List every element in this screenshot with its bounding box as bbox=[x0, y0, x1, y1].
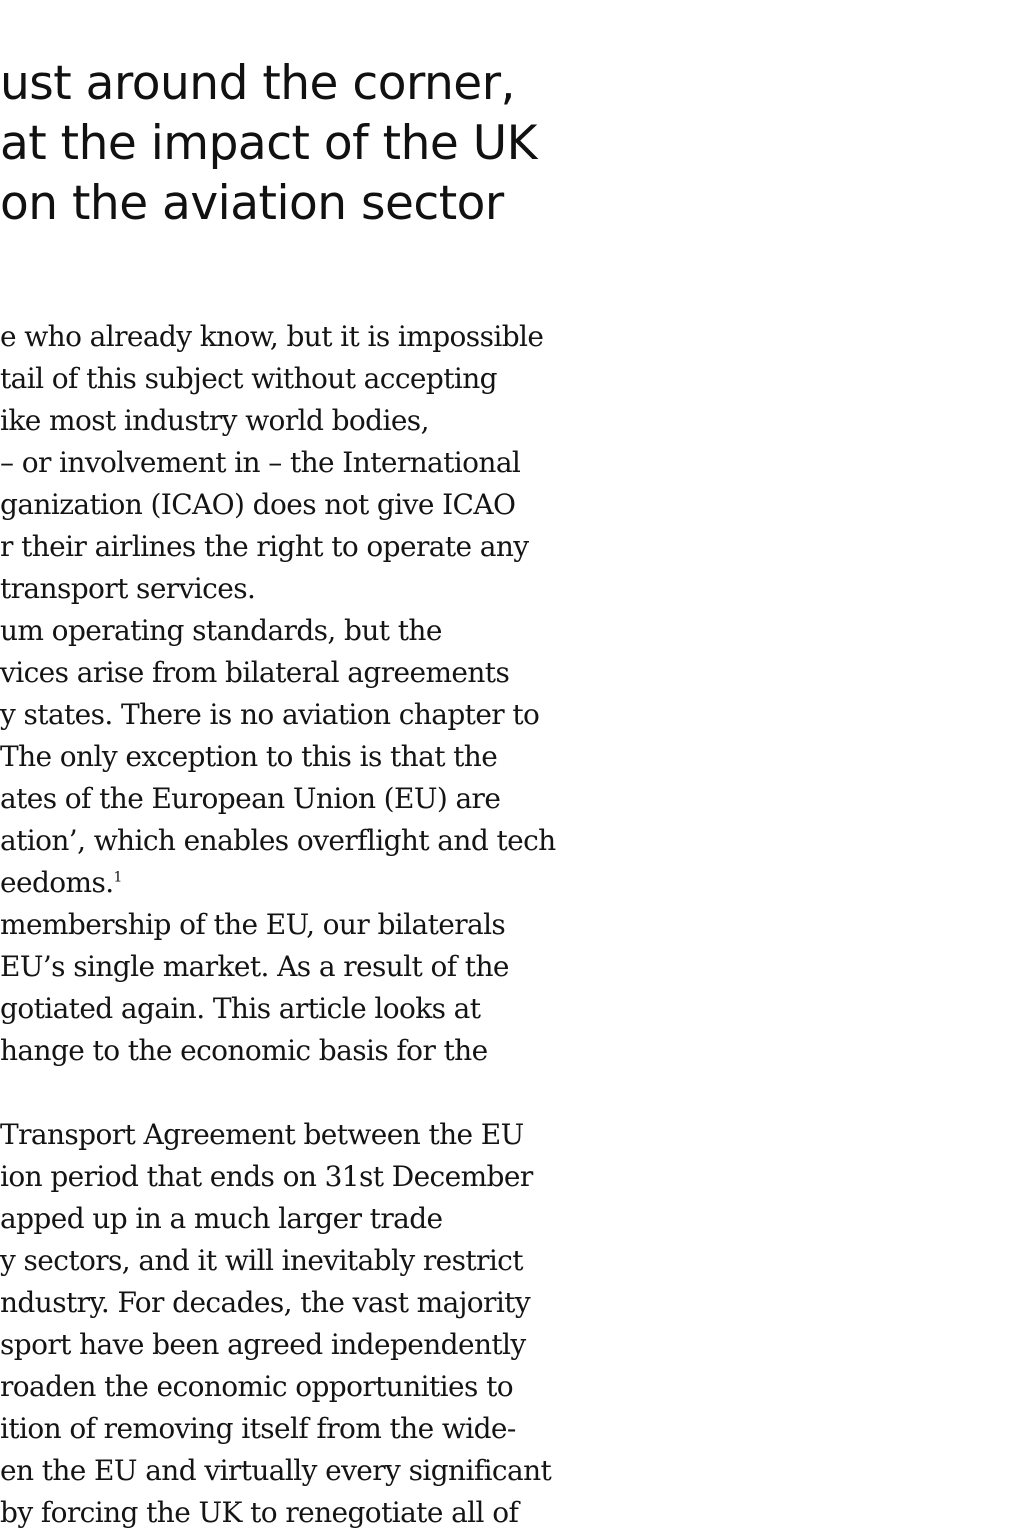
body-line: Transport Agreement between the EU bbox=[0, 1118, 524, 1151]
body-line: ition of removing itself from the wide- bbox=[0, 1412, 516, 1445]
footnote-marker[interactable]: 1 bbox=[113, 869, 122, 886]
body-line: sport have been agreed independently bbox=[0, 1328, 526, 1361]
body-line: r their airlines the right to operate any bbox=[0, 530, 529, 563]
body-line: The only exception to this is that the bbox=[0, 740, 498, 773]
body-line: y sectors, and it will inevitably restrict bbox=[0, 1244, 523, 1277]
body-line: ganization (ICAO) does not give ICAO bbox=[0, 488, 516, 521]
body-line: e who already know, but it is impossible bbox=[0, 320, 544, 353]
body-line: – or involvement in – the International bbox=[0, 446, 521, 479]
body-line: by forcing the UK to renegotiate all of bbox=[0, 1496, 519, 1529]
body-line: transport services. bbox=[0, 572, 256, 605]
body-line: ndustry. For decades, the vast majority bbox=[0, 1286, 531, 1319]
body-line: um operating standards, but the bbox=[0, 614, 442, 647]
body-line: EU’s single market. As a result of the bbox=[0, 950, 509, 983]
title-line: ust around the corner, bbox=[0, 56, 515, 111]
body-line: ates of the European Union (EU) are bbox=[0, 782, 501, 815]
title-line: at the impact of the UK bbox=[0, 116, 537, 171]
body-line: apped up in a much larger trade bbox=[0, 1202, 443, 1235]
body-line: en the EU and virtually every significant bbox=[0, 1454, 552, 1487]
title-line: on the aviation sector bbox=[0, 176, 504, 231]
article-body bbox=[0, 316, 700, 1534]
body-line: vices arise from bilateral agreements bbox=[0, 656, 510, 689]
body-line-text: eedoms. bbox=[0, 866, 114, 899]
body-line: ion period that ends on 31st December bbox=[0, 1160, 533, 1193]
body-line: hange to the economic basis for the bbox=[0, 1034, 488, 1067]
body-line: gotiated again. This article looks at bbox=[0, 992, 481, 1025]
body-line-with-footnote bbox=[0, 862, 700, 904]
body-line: membership of the EU, our bilaterals bbox=[0, 908, 506, 941]
article-title bbox=[0, 54, 700, 234]
body-line: ike most industry world bodies, bbox=[0, 404, 429, 437]
body-line: ation’, which enables overflight and tech bbox=[0, 824, 556, 857]
body-line: roaden the economic opportunities to bbox=[0, 1370, 513, 1403]
body-line: tail of this subject without accepting bbox=[0, 362, 497, 395]
body-line: y states. There is no aviation chapter to bbox=[0, 698, 540, 731]
